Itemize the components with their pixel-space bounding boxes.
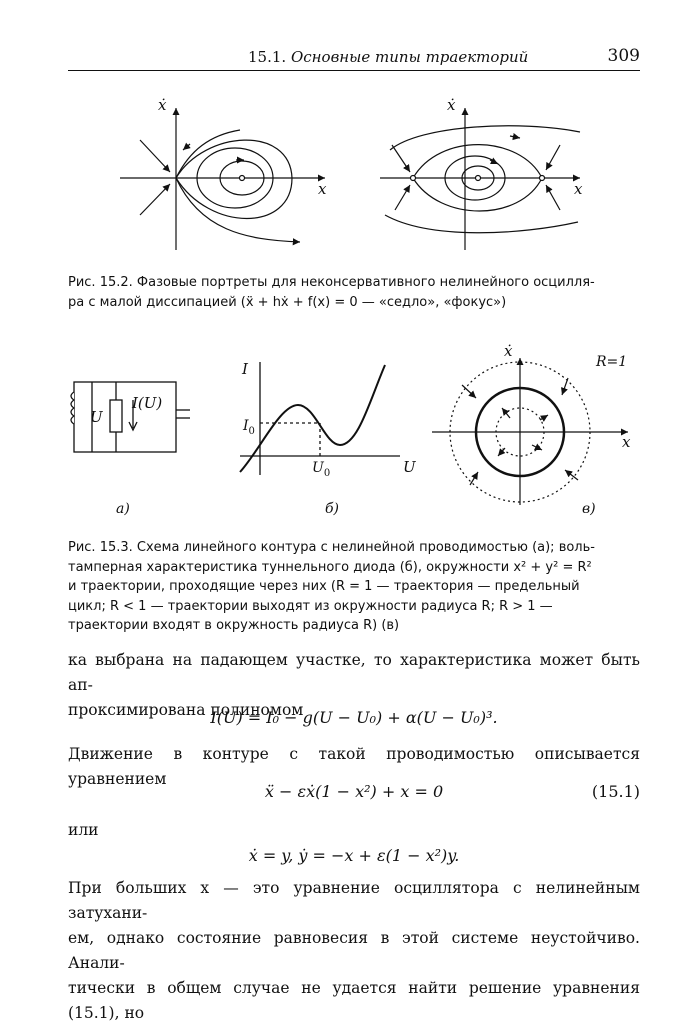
- section-number: 15.1.: [248, 48, 287, 66]
- focus-point-left: [240, 176, 245, 181]
- equation-15-1: ẍ − εẋ(1 − x²) + x = 0: [264, 782, 444, 801]
- word-or: или: [68, 821, 99, 839]
- caption-15-3-line: и траектории, проходящие через них (R = 1 — траектория — предельный: [68, 579, 580, 594]
- label-I-U: I(U): [132, 394, 163, 412]
- equation-1: I(U) = I₀ − g(U − U₀) + α(U − U₀)³.: [210, 708, 498, 727]
- x-label-left: x: [318, 180, 327, 198]
- paragraph-1-line: ка выбрана на падающем участке, то характеристика может быть ап-: [68, 651, 640, 694]
- paragraph-1-line: проксимирована полиномом: [68, 701, 304, 719]
- figure-15-3: [0, 340, 700, 530]
- sublabel-b: б): [325, 501, 340, 517]
- nonlinear-element: [110, 400, 122, 432]
- figure-15-2: [0, 90, 700, 260]
- caption-15-3-line: тамперная характеристика туннельного диода (б), окружности x² + y² = R²: [68, 559, 592, 575]
- label-I-axis: I: [242, 360, 248, 378]
- label-U0: $U_0$: [312, 460, 331, 479]
- separatrix-loop-left: [176, 140, 292, 218]
- iv-characteristic: [240, 362, 400, 475]
- incoming-arrow-1: [140, 140, 170, 172]
- label-I0: $I_0$: [243, 418, 255, 437]
- page-number: 309: [607, 46, 640, 66]
- x-label-right: x: [574, 180, 583, 198]
- caption-15-2-line1: Рис. 15.2. Фазовые портреты для неконсервативного нелинейного осцилля-: [68, 275, 595, 290]
- caption-15-3: [68, 538, 640, 636]
- label-R1: R=1: [596, 354, 628, 370]
- equation-number: (15.1): [591, 782, 640, 801]
- focus-point-right: [476, 176, 481, 181]
- sublabel-a: а): [116, 501, 130, 517]
- caption-15-3-line: Рис. 15.3. Схема линейного контура с нелинейной проводимостью (а); воль-: [68, 540, 595, 555]
- section-title: Основные типы траекторий: [290, 48, 529, 66]
- y-label-right: ẋ: [447, 96, 456, 114]
- heteroclinic-lower: [413, 178, 542, 211]
- caption-15-3-line: цикл; R < 1 — траектории выходят из окружности радиуса R; R > 1 —: [68, 598, 553, 614]
- incoming-arrow-2: [140, 184, 170, 215]
- outer-upper-right: [390, 126, 580, 150]
- caption-15-2: [68, 273, 640, 312]
- inductor-symbol: [71, 392, 74, 424]
- heteroclinic-upper: [413, 145, 542, 178]
- y-label-c: ẋ: [504, 342, 513, 360]
- paragraph-2: Движение в контуре с такой проводимостью описывается уравнением: [68, 745, 640, 788]
- circuit-diagram: [71, 382, 190, 452]
- caption-15-3-line: траектории входят в окружность радиуса R) (в): [68, 618, 400, 633]
- saddle-point-2: [540, 176, 545, 181]
- upper-branch-left: [176, 130, 240, 178]
- lower-branch-left: [176, 178, 300, 242]
- paragraph-3-line: ем, однако состояние равновесия в этой системе неустойчиво. Анали-: [68, 929, 640, 972]
- outer-lower-right: [385, 215, 578, 233]
- phase-portrait-left: [120, 108, 325, 250]
- equation-system: ẋ = y, ẏ = −x + ε(1 − x²)y.: [248, 846, 460, 865]
- x-label-c: x: [622, 433, 631, 451]
- label-U: U: [90, 408, 103, 426]
- y-label-left: ẋ: [158, 96, 167, 114]
- paragraph-3-line: тически в общем случае не удается найти решение уравнения (15.1), но: [68, 979, 640, 1022]
- sublabel-c: в): [582, 501, 596, 517]
- limit-cycle-portrait: [432, 358, 628, 505]
- paragraph-3-line: При больших x — это уравнение осциллятора с нелинейным затухани-: [68, 879, 640, 922]
- label-U-axis: U: [403, 458, 416, 476]
- caption-15-2-line2: ра с малой диссипацией (ẍ + hẋ + f(x) = 0 — «седло», «фокус»): [68, 294, 507, 310]
- paragraph-3: [68, 876, 640, 1026]
- section-heading: [248, 48, 528, 66]
- saddle-point-1: [411, 176, 416, 181]
- running-header: [68, 44, 640, 71]
- phase-portrait-right: [380, 108, 580, 250]
